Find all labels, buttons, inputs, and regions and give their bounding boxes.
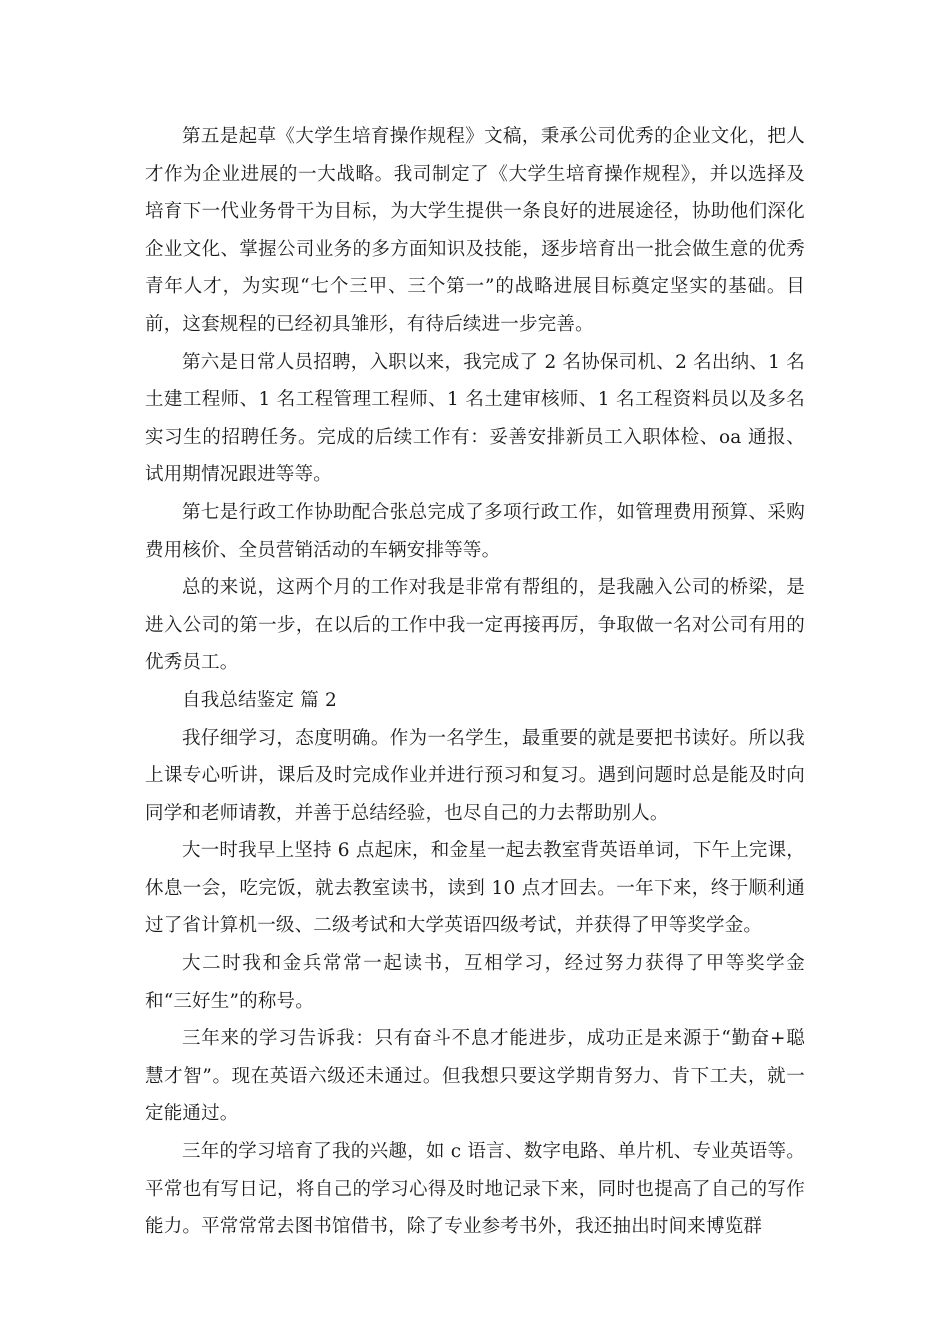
paragraph-sophomore-year: 大二时我和金兵常常一起读书，互相学习，经过努力获得了甲等奖学金和“三好生”的称号。 [145,953,805,1012]
paragraph-lessons: 三年来的学习告诉我：只有奋斗不息才能进步，成功正是来源于“勤奋+聪慧才智”。现在英语六级还未通过。但我想只要这学期肯努力、肯下工夫，就一定能通过。 [145,1028,805,1125]
paragraph-freshman-year: 大一时我早上坚持 6 点起床，和金星一起去教室背英语单词，下午上完课，休息一会，吃完饭，就去教室读书，读到 10 点才回去。一年下来，终于顺利通过了省计算机一级、二级考试和大学英语四级考试，并获得了甲等奖学金。 [145,840,805,937]
paragraph-7: 第七是行政工作协助配合张总完成了多项行政工作，如管理费用预算、采购费用核价、全员营销活动的车辆安排等等。 [145,501,805,561]
paragraph-summary: 总的来说，这两个月的工作对我是非常有帮组的，是我融入公司的桥梁，是进入公司的第一步，在以后的工作中我一定再接再厉，争取做一名对公司有用的优秀员工。 [145,577,805,674]
paragraph-interests: 三年的学习培育了我的兴趣，如 c 语言、数字电路、单片机、专业英语等。平常也有写日记，将自己的学习心得及时地记录下来，同时也提高了自己的写作能力。平常常常去图书馆借书，除了专业参考书外，我还抽出时间来博览群 [145,1141,805,1238]
section-heading: 自我总结鉴定 篇 2 [182,689,338,711]
paragraph-5: 第五是起草《大学生培育操作规程》文稿，秉承公司优秀的企业文化，把人才作为企业进展的一大战略。我司制定了《大学生培育操作规程》，并以选择及培育下一代业务骨干为目标，为大学生提供一条良好的进展途径，协助他们深化企业文化、掌握公司业务的多方面知识及技能，逐步培育出一批会做生意的优秀青年人才，为实现“七个三甲、三个第一”的战略进展目标奠定坚实的基础。目前，这套规程的已经初具雏形，有待后续进一步完善。 [145,126,805,335]
paragraph-6: 第六是日常人员招聘，入职以来，我完成了 2 名协保司机、2 名出纳、1 名土建工程师、1 名工程管理工程师、1 名土建审核师、1 名工程资料员以及多名实习生的招聘任务。完成的后续工作有：妥善安排新员工入职体检、oa 通报、试用期情况跟进等等。 [145,351,805,486]
document-body [145,118,805,1246]
paragraph-study-attitude: 我仔细学习，态度明确。作为一名学生，最重要的就是要把书读好。所以我上课专心听讲，课后及时完成作业并进行预习和复习。遇到问题时总是能及时向同学和老师请教，并善于总结经验，也尽自己的力去帮助别人。 [145,727,805,824]
